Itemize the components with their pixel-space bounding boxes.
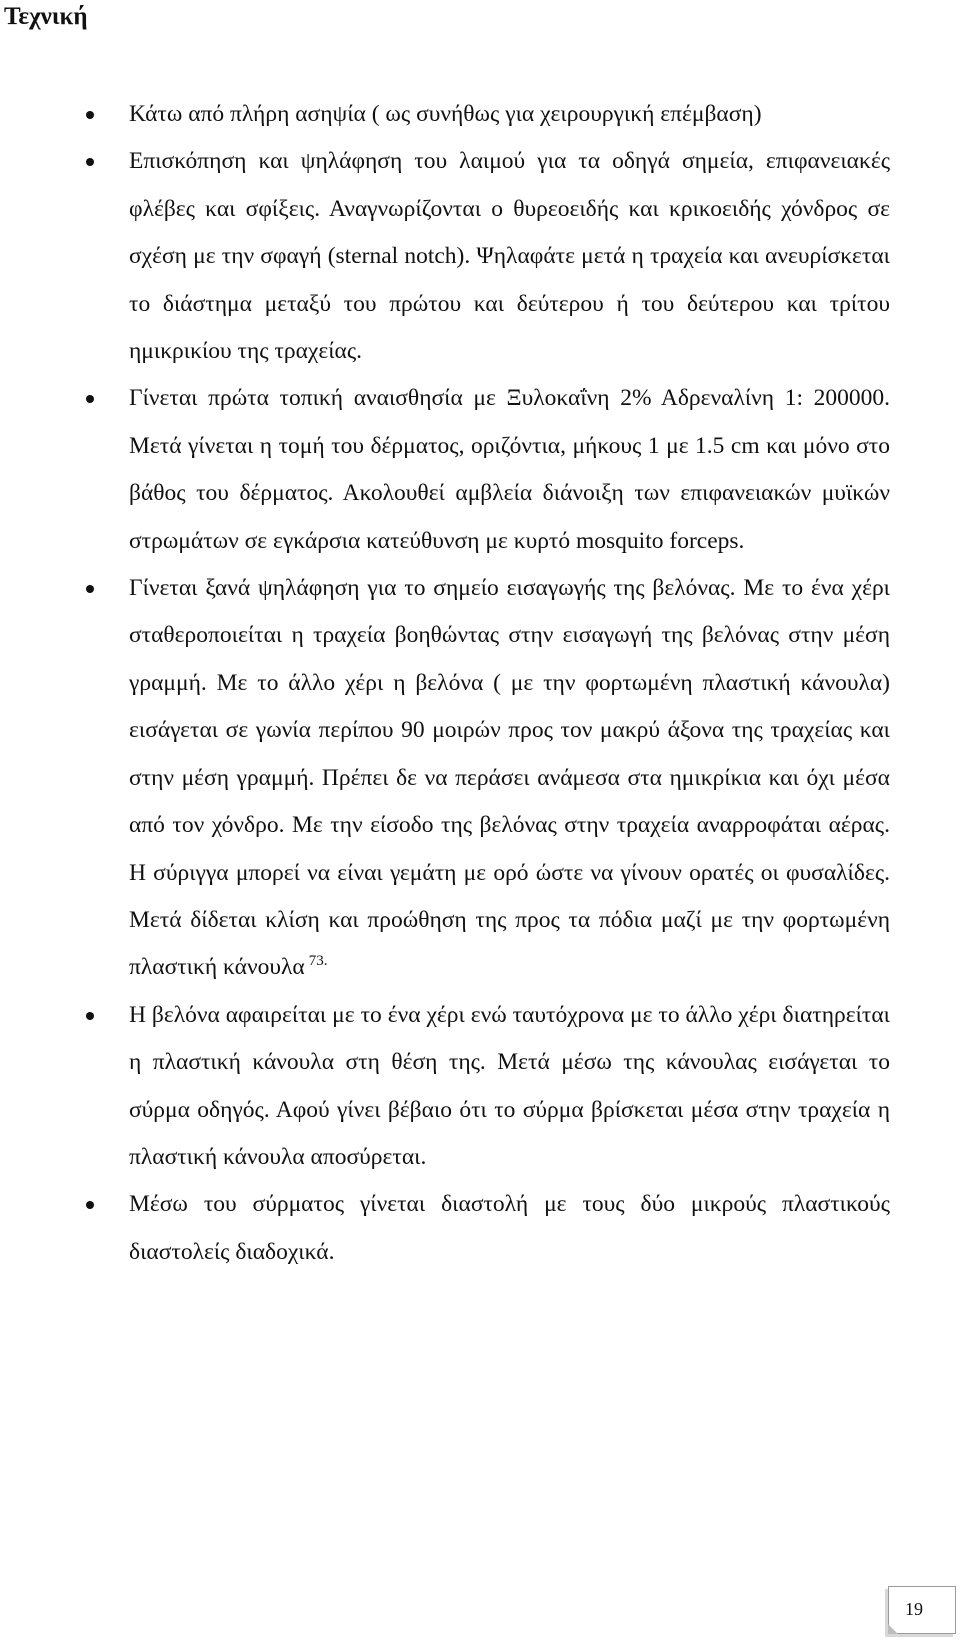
page-title: Τεχνική xyxy=(4,3,88,30)
bullet-icon xyxy=(86,585,94,593)
list-item xyxy=(86,375,890,565)
bullet-list xyxy=(86,91,890,1276)
list-item-text: Η βελόνα αφαιρείται με το ένα χέρι ενώ ταυτόχρονα με το άλλο χέρι διατηρείται η πλαστική κάνουλα στη θέση της. Μετά μέσω της κάνουλας εισάγεται το σύρμα οδηγός. Αφού γίνει βέβαιο ότι το σύρμα βρίσκεται μέσα στην τραχεία η πλαστική κάνουλα αποσύρεται. xyxy=(129,1001,890,1170)
bullet-icon xyxy=(86,1201,94,1209)
list-item-text-with-footnote xyxy=(129,565,890,992)
footnote-reference: 73. xyxy=(308,953,328,970)
list-item xyxy=(86,138,890,375)
list-item xyxy=(86,1181,890,1276)
page-number: 19 xyxy=(905,1599,923,1619)
list-item-text: Επισκόπηση και ψηλάφηση του λαιμού για τα οδηγά σημεία, επιφανειακές φλέβες και σφίξεις. Αναγνωρίζονται ο θυρεοειδής και κρικοειδής χόνδρος σε σχέση με την σφαγή (sternal notch). Ψηλαφάτε μετά η τραχεία και ανευρίσκεται το διάστημα μεταξύ του πρώτου και δεύτερου ή του δεύτερου και τρίτου ημικρικίου της τραχείας. xyxy=(129,148,890,365)
list-item xyxy=(86,992,890,1182)
list-item-text: Κάτω από πλήρη ασηψία ( ως συνήθως για χειρουργική επέμβαση) xyxy=(129,101,762,127)
page-number-box xyxy=(888,1586,956,1634)
list-item xyxy=(86,565,890,992)
bullet-icon xyxy=(86,158,94,166)
list-item-text: Γίνεται ξανά ψηλάφηση για το σημείο εισαγωγής της βελόνας. Με το ένα χέρι σταθεροποιείται η τραχεία βοηθώντας στην εισαγωγή της βελόνας στην μέση γραμμή. Με το άλλο χέρι η βελόνα ( με την φορτωμένη πλαστική κάνουλα) εισάγεται σε γωνία περίπου 90 μοιρών προς τον μακρύ άξονα της τραχείας και στην μέση γραμμή. Πρέπει δε να περάσει ανάμεσα στα ημικρίκια και όχι μέσα από τον χόνδρο. Με την είσοδο της βελόνας στην τραχεία αναρροφάται αέρας. Η σύριγγα μπορεί να είναι γεμάτη με ορό ώστε να γίνουν ορατές οι φυσαλίδες. Μετά δίδεται κλίση και προώθηση της προς τα πόδια μαζί με την φορτωμένη πλαστική κάνουλα xyxy=(129,575,890,981)
list-item-text: Γίνεται πρώτα τοπική αναισθησία με Ξυλοκαΐνη 2% Αδρεναλίνη 1: 200000. Μετά γίνεται η τομή του δέρματος, οριζόντια, μήκους 1 με 1.5 cm και μόνο στο βάθος του δέρματος. Ακολουθεί αμβλεία διάνοιξη των επιφανειακών μυϊκών στρωμάτων σε εγκάρσια κατεύθυνση με κυρτό mosquito forceps. xyxy=(129,385,890,554)
bullet-icon xyxy=(86,1012,94,1020)
list-item-text: Μέσω του σύρματος γίνεται διαστολή με τους δύο μικρούς πλαστικούς διαστολείς διαδοχικά. xyxy=(129,1191,890,1265)
bullet-icon xyxy=(86,395,94,403)
bullet-icon xyxy=(86,111,94,119)
list-item xyxy=(86,91,890,138)
